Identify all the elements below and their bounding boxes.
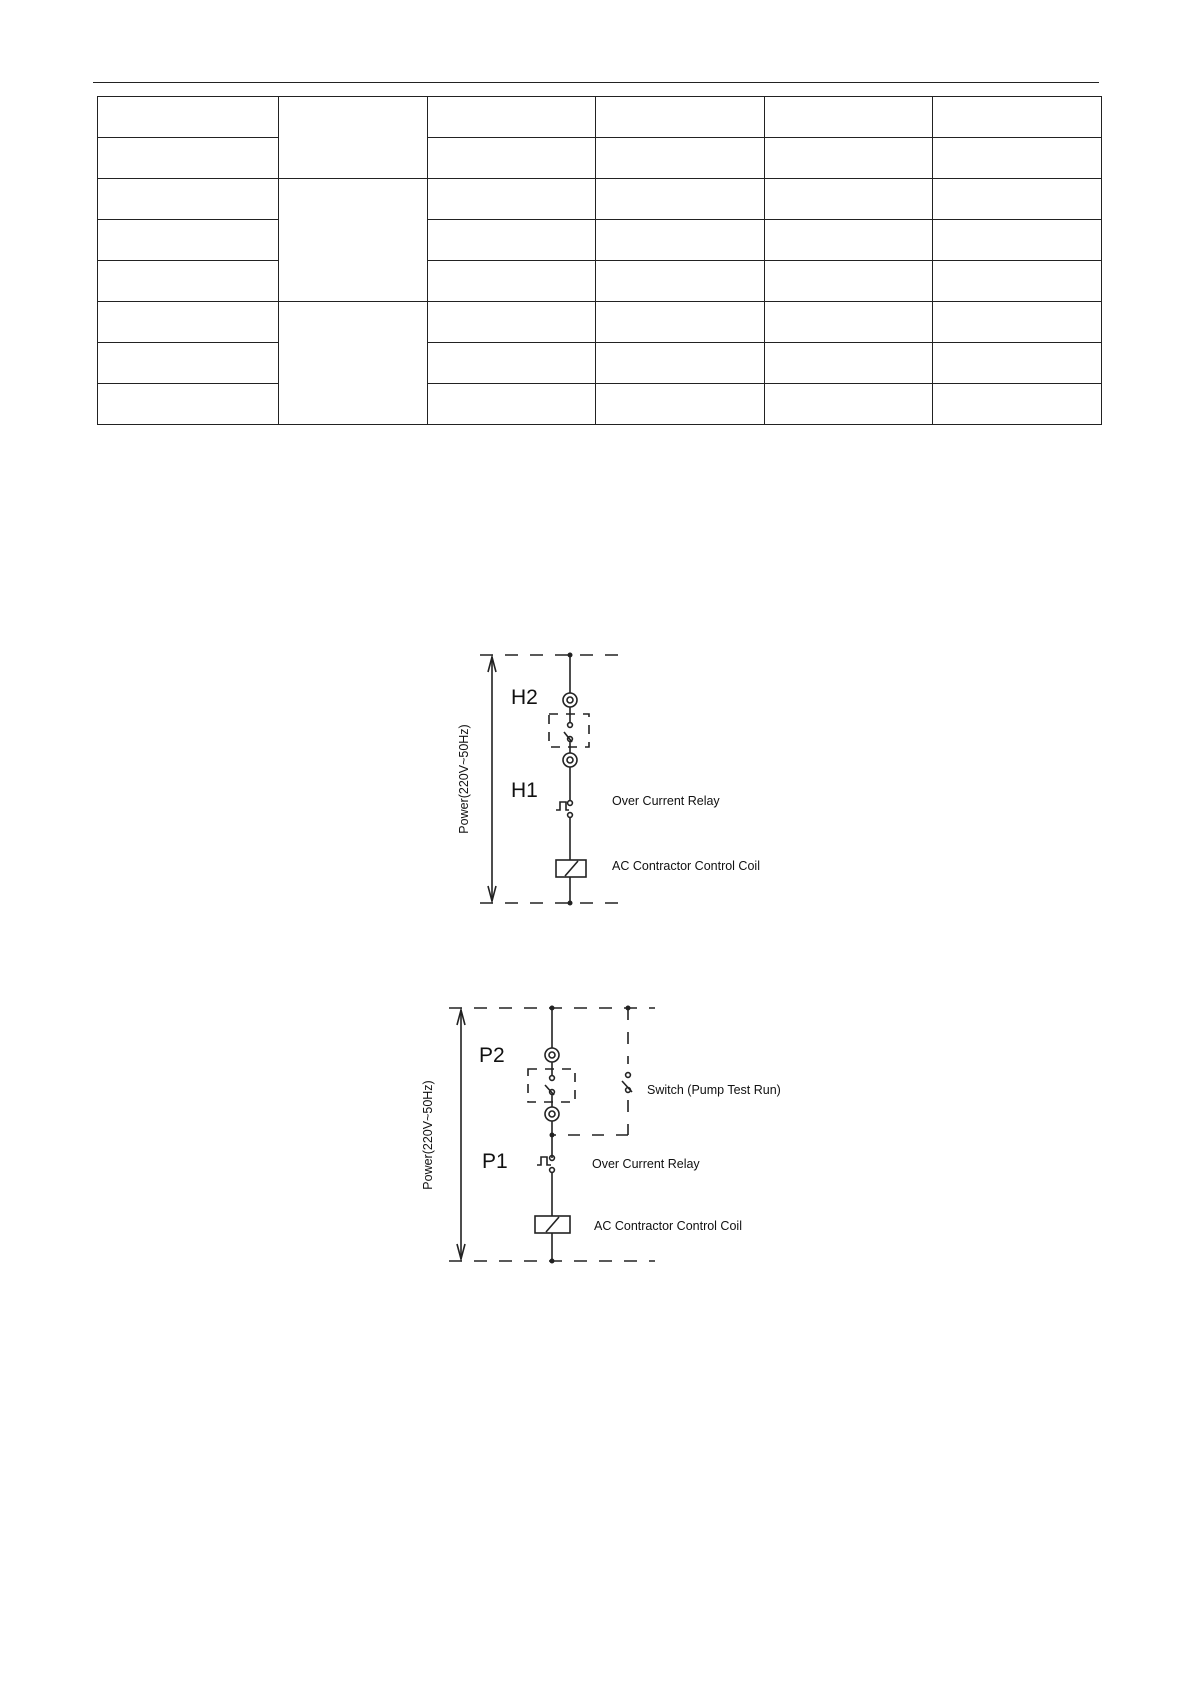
relay-label: Over Current Relay xyxy=(592,1157,700,1171)
terminal-p2-label: P2 xyxy=(479,1044,505,1067)
relay-label: Over Current Relay xyxy=(612,794,720,808)
coil-label: AC Contractor Control Coil xyxy=(612,859,760,873)
power-label: Power(220V~50Hz) xyxy=(421,1080,435,1190)
switch-label: Switch (Pump Test Run) xyxy=(647,1083,781,1097)
terminal-h2-label: H2 xyxy=(511,686,538,709)
terminal-p1-icon xyxy=(545,1107,559,1121)
power-label: Power(220V~50Hz) xyxy=(457,724,471,834)
terminal-p1-label: P1 xyxy=(482,1150,508,1173)
terminal-p2-icon xyxy=(545,1048,559,1062)
coil-label: AC Contractor Control Coil xyxy=(594,1219,742,1233)
terminal-h1-label: H1 xyxy=(511,779,538,802)
